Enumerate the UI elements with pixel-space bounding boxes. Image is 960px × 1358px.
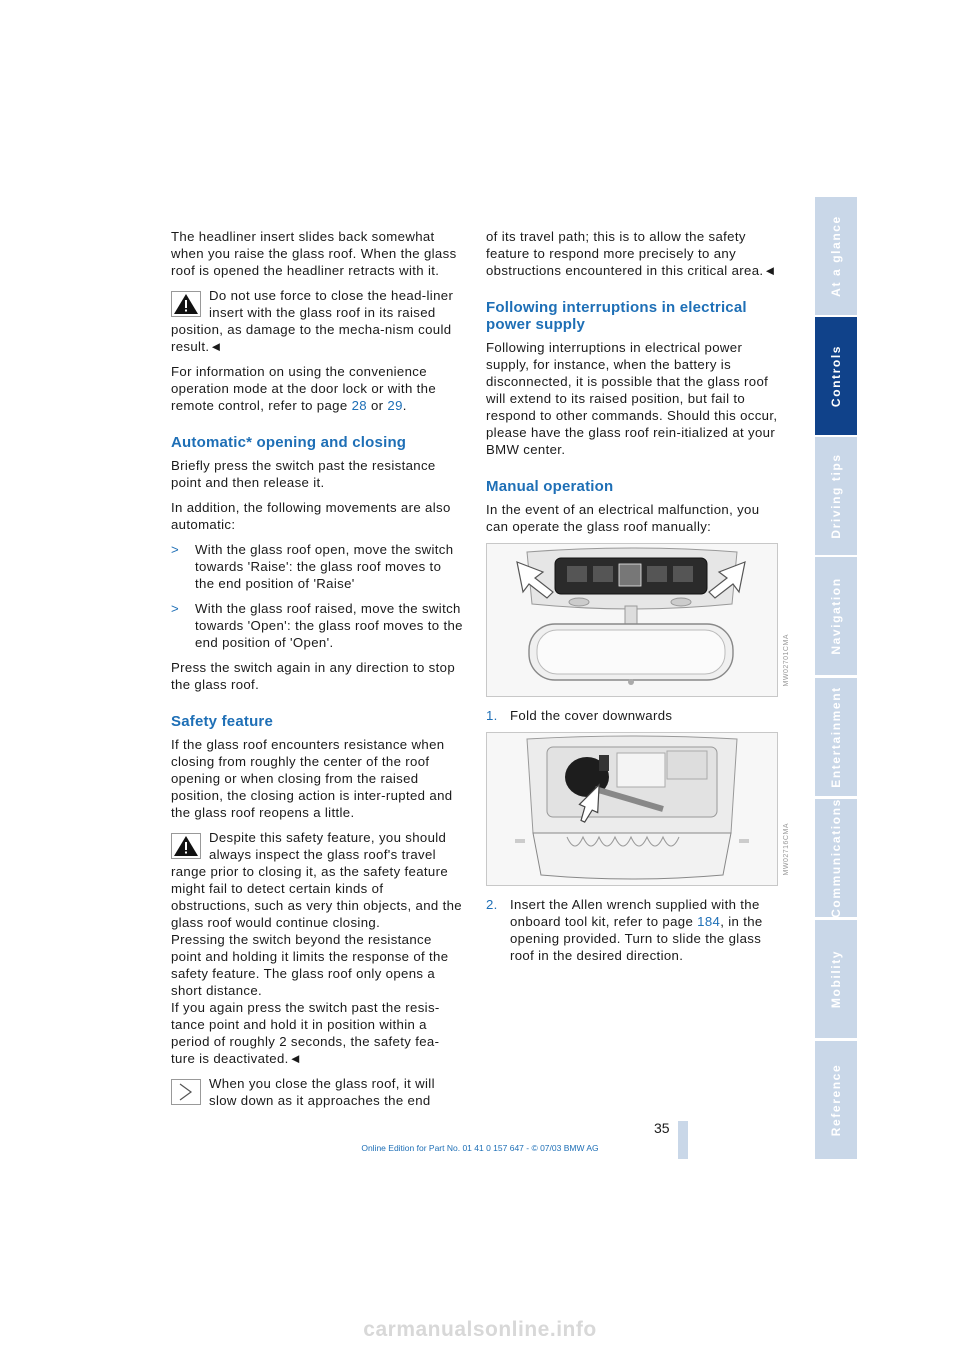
tab-driving-tips[interactable] bbox=[815, 437, 857, 555]
cover-open-illustration bbox=[487, 733, 777, 885]
section-heading: Safety feature bbox=[171, 713, 274, 730]
warning-text: If you again press the switch past the resis-tance point and hold it in position within a period of roughly 2 seconds, the safety fea-ture is deactivated. bbox=[171, 1000, 440, 1066]
tab-reference[interactable] bbox=[815, 1041, 857, 1159]
warning-block bbox=[171, 829, 463, 1067]
section-heading: Automatic* opening and closing bbox=[171, 434, 407, 451]
list-item bbox=[486, 896, 778, 964]
warning-text: Despite this safety feature, you should always inspect the glass roof's travel range prior to closing it, as the safety feature might fail to detect certain kinds of obstructions, such as very thin objects, and the glass roof would continue closing. bbox=[171, 830, 462, 930]
figure-mirror-console bbox=[486, 543, 790, 697]
warning-text: Pressing the switch beyond the resistance point and holding it limits the response of the safety feature. The glass roof only opens a short distance. bbox=[171, 932, 449, 998]
bullet-marker: > bbox=[171, 601, 180, 616]
step-list bbox=[486, 896, 778, 964]
section-heading: Manual operation bbox=[486, 478, 614, 495]
list-item bbox=[171, 541, 463, 592]
bullet-list bbox=[171, 541, 463, 651]
list-item-text: Fold the cover downwards bbox=[510, 708, 673, 723]
tab-label: Reference bbox=[829, 1063, 843, 1137]
tab-communications[interactable] bbox=[815, 799, 857, 917]
text: of its travel path; this is to allow the safety feature to respond more precisely to any obstructions encountered in this critical area. bbox=[486, 229, 764, 278]
left-column bbox=[171, 228, 463, 1117]
paragraph: Press the switch again in any direction to stop the glass roof. bbox=[171, 660, 456, 692]
text: For information on using the convenience operation mode at the door lock or with the remote control, refer to page bbox=[171, 364, 437, 413]
tab-label: Mobility bbox=[829, 949, 843, 1009]
warning-triangle-icon bbox=[171, 291, 201, 317]
page-number: 35 bbox=[654, 1120, 670, 1136]
warning-block bbox=[171, 287, 463, 355]
paragraph: In the event of an electrical malfunction, you can operate the glass roof manually: bbox=[486, 502, 760, 534]
paragraph: Following interruptions in electrical power supply, for instance, when the battery is disconnected, it is possible that the glass roof will extend to its raised position, but fail to respond to other commands. Should this occur, please have the glass roof rein-itialized at your BMW center. bbox=[486, 340, 778, 457]
end-mark: ◄ bbox=[763, 263, 777, 278]
chapter-sidebar bbox=[815, 197, 857, 1160]
mirror-console-illustration bbox=[487, 544, 777, 696]
convenience-paragraph bbox=[171, 363, 463, 414]
note-block bbox=[171, 1075, 463, 1109]
figure-cover-open bbox=[486, 732, 790, 886]
page-link[interactable]: 29 bbox=[387, 398, 403, 413]
warning-triangle-icon bbox=[171, 833, 201, 859]
warning-text: Do not use force to close the head-liner insert with the glass roof in its raised position, as damage to the mecha-nism could result. bbox=[171, 288, 454, 354]
list-item-text: Insert the Allen wrench supplied with the onboard tool kit, refer to page bbox=[510, 897, 760, 929]
page-link[interactable]: 184 bbox=[697, 914, 721, 929]
tab-mobility[interactable] bbox=[815, 920, 857, 1038]
paragraph: If the glass roof encounters resistance when closing from roughly the center of the roof opening or when closing from the raised position, the closing action is inter-rupted and the glass roof reopens a little. bbox=[171, 737, 453, 820]
list-item-text: With the glass roof open, move the switch towards 'Raise': the glass roof moves to the end position of 'Raise' bbox=[195, 542, 454, 591]
end-mark: ◄ bbox=[288, 1051, 303, 1066]
note-text: When you close the glass roof, it will slow down as it approaches the end bbox=[209, 1076, 435, 1108]
figure-code: MW02701CMA bbox=[783, 634, 790, 687]
paragraph: Briefly press the switch past the resistance point and then release it. bbox=[171, 458, 436, 490]
end-mark: ◄ bbox=[209, 339, 223, 354]
right-column bbox=[486, 228, 790, 972]
tab-label: At a glance bbox=[829, 215, 843, 297]
tab-label: Navigation bbox=[829, 577, 843, 655]
text: or bbox=[366, 398, 388, 413]
step-number: 2. bbox=[486, 897, 498, 912]
tab-entertainment[interactable] bbox=[815, 678, 857, 796]
bullet-marker: > bbox=[171, 542, 180, 557]
list-item-text: , in the opening provided. Turn to slide the glass roof in the desired direction. bbox=[510, 914, 763, 963]
footer-edition: Online Edition for Part No. 01 41 0 157 647 - © 07/03 BMW AG bbox=[361, 1143, 599, 1153]
tab-controls[interactable] bbox=[815, 317, 857, 435]
tab-at-a-glance[interactable] bbox=[815, 197, 857, 315]
tab-label: Driving tips bbox=[829, 453, 843, 539]
list-item bbox=[486, 707, 778, 724]
page-link[interactable]: 28 bbox=[351, 398, 367, 413]
intro-paragraph: The headliner insert slides back somewhat when you raise the glass roof. When the glass roof is opened the headliner retracts with it. bbox=[171, 229, 457, 278]
note-arrow-icon bbox=[171, 1079, 201, 1105]
continuation-paragraph bbox=[486, 228, 778, 279]
tab-label: Communications bbox=[829, 798, 843, 918]
tab-label: Entertainment bbox=[829, 686, 843, 788]
page-marker-bar bbox=[678, 1121, 688, 1159]
figure-code: MW02716CMA bbox=[783, 823, 790, 876]
step-list bbox=[486, 707, 778, 724]
watermark: carmanualsonline.info bbox=[363, 1318, 597, 1341]
text: . bbox=[402, 398, 407, 413]
list-item-text: With the glass roof raised, move the switch towards 'Open': the glass roof moves to the end position of 'Open'. bbox=[195, 601, 463, 650]
tab-label: Controls bbox=[829, 344, 843, 408]
list-item bbox=[171, 600, 463, 651]
step-number: 1. bbox=[486, 708, 498, 723]
tab-navigation[interactable] bbox=[815, 557, 857, 675]
paragraph: In addition, the following movements are also automatic: bbox=[171, 500, 451, 532]
section-heading: Following interruptions in electrical power supply bbox=[486, 299, 747, 333]
